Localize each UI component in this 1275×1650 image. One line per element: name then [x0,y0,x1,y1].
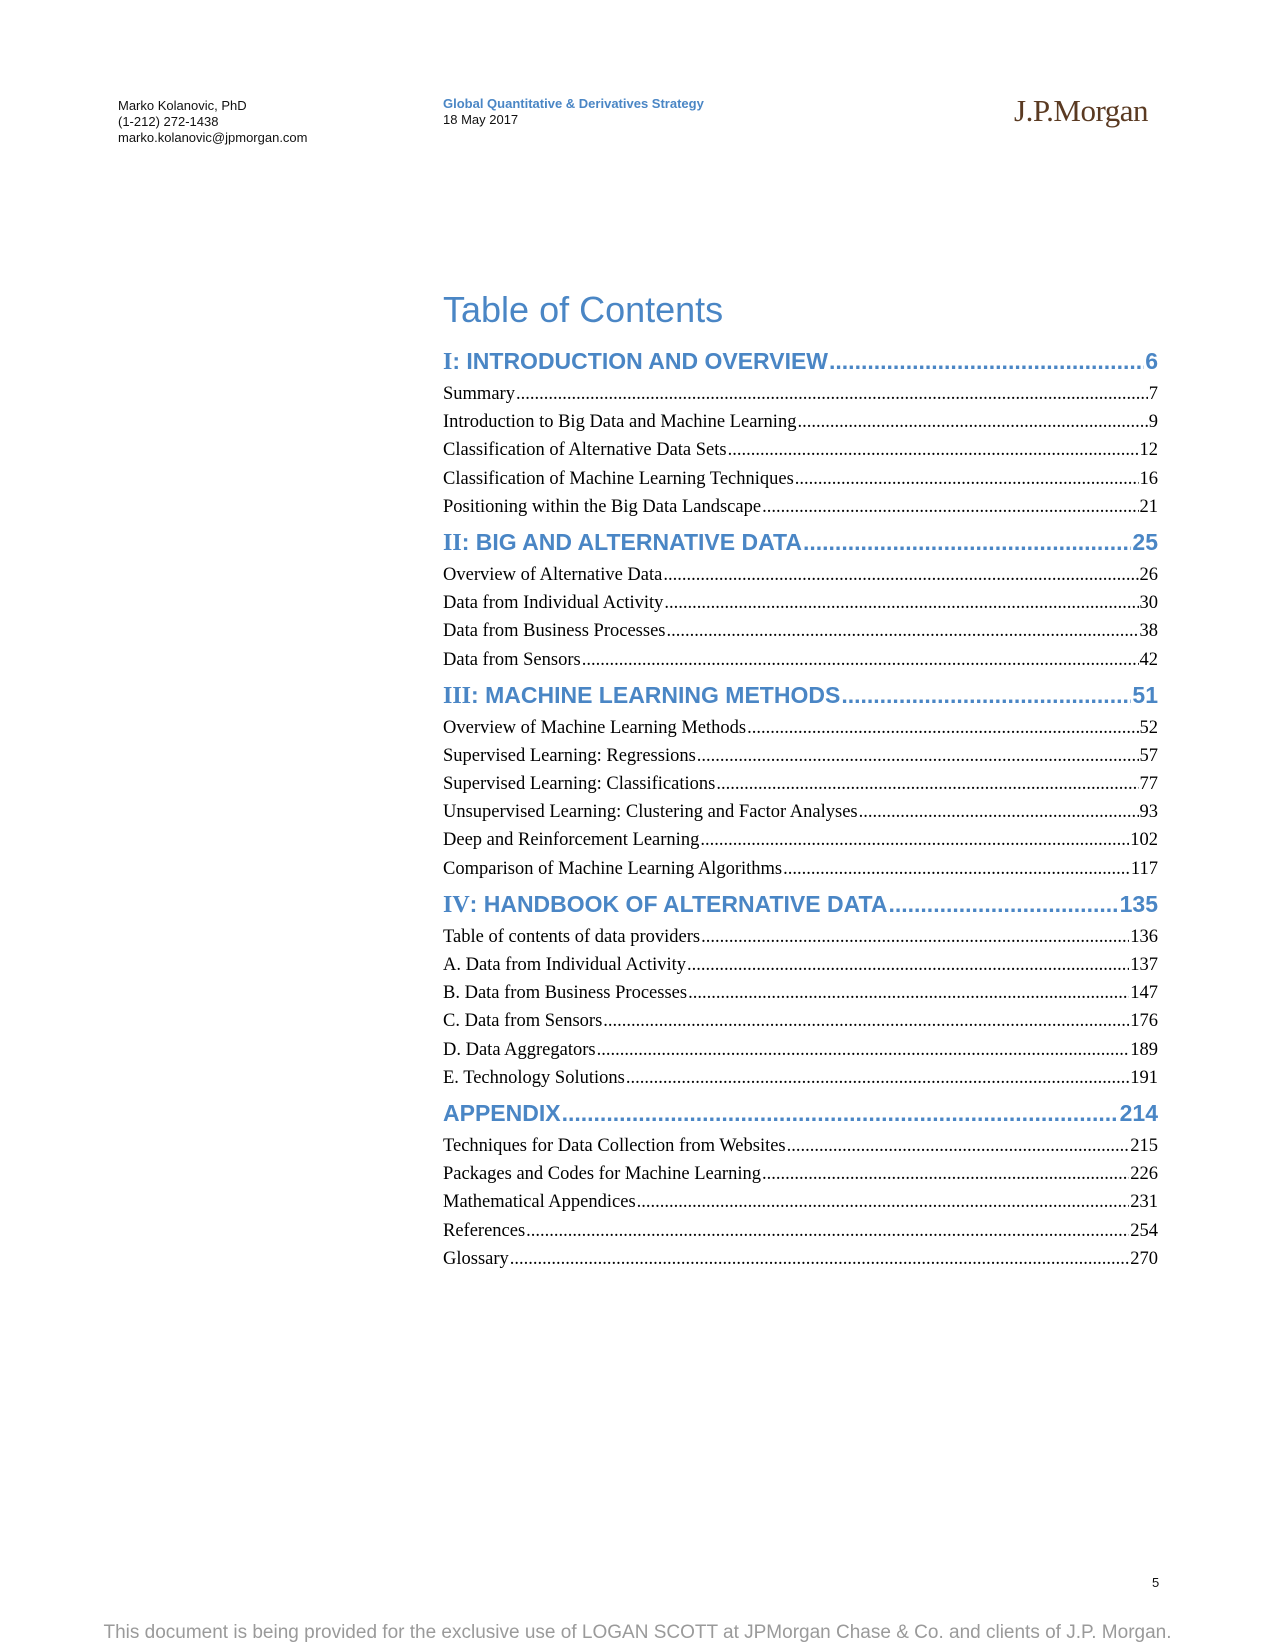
toc-entry-list [443,714,1158,883]
dot-leader [562,1096,1119,1130]
dot-leader [797,408,1147,436]
toc-entry[interactable] [443,1217,1158,1245]
dot-leader [697,742,1139,770]
toc-section-heading[interactable] [443,887,1158,921]
toc-title: Table of Contents [443,289,724,330]
entry-page-number: 38 [1139,621,1158,642]
dot-leader [582,646,1139,674]
entry-title: Data from Business Processes [443,621,666,642]
toc-entry[interactable] [443,646,1158,674]
entry-title: Packages and Codes for Machine Learning [443,1164,761,1185]
report-date: 18 May 2017 [443,112,519,127]
toc-entry[interactable] [443,1245,1158,1273]
entry-title: References [443,1220,526,1241]
entry-title: Mathematical Appendices [443,1192,636,1213]
entry-page-number: 254 [1130,1220,1158,1241]
toc-entry[interactable] [443,589,1158,617]
dot-leader [859,798,1139,826]
dot-leader [637,1188,1130,1216]
dot-leader [688,979,1129,1007]
entry-title: Classification of Alternative Data Sets [443,440,727,461]
entry-page-number: 12 [1139,440,1158,461]
toc-entry[interactable] [443,1160,1158,1188]
dot-leader [762,493,1138,521]
section-numeral: IV [443,891,470,918]
dot-leader [795,465,1139,493]
dot-leader [663,561,1138,589]
dot-leader [687,951,1129,979]
entry-title: Comparison of Machine Learning Algorithms [443,858,783,879]
entry-title: E. Technology Solutions [443,1067,625,1088]
entry-title: Deep and Reinforcement Learning [443,830,700,851]
entry-title: Overview of Alternative Data [443,564,663,585]
entry-title: B. Data from Business Processes [443,983,688,1004]
entry-page-number: 176 [1130,1011,1158,1032]
toc-section-heading[interactable] [443,678,1158,712]
toc-section-heading[interactable] [443,1096,1158,1130]
entry-page-number: 191 [1130,1067,1158,1088]
toc-entry-list [443,923,1158,1092]
entry-title: Supervised Learning: Classifications [443,774,716,795]
toc-entry[interactable] [443,436,1158,464]
section-title: : HANDBOOK OF ALTERNATIVE DATA [469,890,888,917]
section-page-number: 25 [1132,528,1158,555]
section-page-number: 135 [1119,890,1158,917]
entry-page-number: 93 [1139,802,1158,823]
author-name: Marko Kolanovic, PhD [118,98,247,113]
entry-title: Table of contents of data providers [443,926,701,947]
toc-entry[interactable] [443,1188,1158,1216]
section-title: APPENDIX [443,1099,561,1126]
entry-page-number: 147 [1130,983,1158,1004]
toc-entry[interactable] [443,855,1158,883]
toc-entry[interactable] [443,979,1158,1007]
section-numeral: I [443,349,453,375]
toc-entry-list [443,1132,1158,1273]
entry-page-number: 189 [1130,1039,1158,1060]
dot-leader [666,617,1138,645]
section-numeral: II [443,529,462,556]
dot-leader [841,678,1131,712]
dot-leader [829,344,1144,378]
entry-page-number: 16 [1139,468,1158,489]
jpmorgan-logo: J.P.Morgan [1014,93,1148,128]
toc-entry[interactable] [443,380,1158,408]
toc-entry[interactable] [443,465,1158,493]
entry-title: Classification of Machine Learning Techniques [443,468,794,489]
author-block [118,98,308,146]
toc-section-heading[interactable] [443,344,1158,378]
footer-disclaimer: This document is being provided for the exclusive use of LOGAN SCOTT at JPMorgan Chase & Co. and clients of J.P. Morgan. [103,1622,1172,1643]
dot-leader [888,887,1118,921]
section-title: : BIG AND ALTERNATIVE DATA [461,528,802,555]
toc-section-heading[interactable] [443,525,1158,559]
entry-title: Data from Sensors [443,649,581,670]
dot-leader [664,589,1138,617]
entry-title: Glossary [443,1248,509,1269]
dot-leader [803,525,1131,559]
entry-title: D. Data Aggregators [443,1039,596,1060]
toc-entry[interactable] [443,826,1158,854]
section-page-number: 6 [1145,348,1158,374]
table-of-contents [443,286,1158,1277]
entry-page-number: 215 [1130,1135,1158,1156]
page-number: 5 [1152,1575,1160,1590]
entry-page-number: 226 [1130,1164,1158,1185]
entry-page-number: 52 [1139,717,1158,738]
toc-entry[interactable] [443,561,1158,589]
toc-entry[interactable] [443,742,1158,770]
dot-leader [701,923,1129,951]
dot-leader [510,1245,1129,1273]
entry-title: Data from Individual Activity [443,593,664,614]
section-title: : MACHINE LEARNING METHODS [471,681,841,708]
entry-title: C. Data from Sensors [443,1011,603,1032]
dot-leader [603,1007,1129,1035]
dot-leader [787,1132,1130,1160]
dot-leader [516,380,1148,408]
entry-page-number: 117 [1130,858,1158,879]
entry-page-number: 26 [1139,564,1158,585]
toc-entry[interactable] [443,951,1158,979]
toc-entry[interactable] [443,493,1158,521]
entry-page-number: 21 [1139,496,1158,517]
entry-page-number: 270 [1130,1248,1158,1269]
entry-title: A. Data from Individual Activity [443,955,687,975]
dot-leader [716,770,1138,798]
dot-leader [526,1217,1129,1245]
entry-page-number: 136 [1130,926,1158,947]
toc-entry[interactable] [443,923,1158,951]
entry-page-number: 57 [1139,745,1158,766]
entry-page-number: 42 [1139,649,1158,670]
author-phone: (1-212) 272-1438 [118,114,219,129]
section-numeral: III [443,682,472,709]
entry-title: Supervised Learning: Regressions [443,745,696,766]
entry-page-number: 102 [1130,830,1158,851]
dot-leader [747,714,1138,742]
toc-entry[interactable] [443,408,1158,436]
toc-entry-list [443,561,1158,674]
section-page-number: 51 [1132,681,1158,708]
toc-entry[interactable] [443,770,1158,798]
entry-page-number: 30 [1139,593,1158,614]
entry-page-number: 231 [1130,1192,1158,1213]
entry-page-number: 77 [1139,774,1158,795]
dot-leader [700,826,1129,854]
entry-title: Introduction to Big Data and Machine Learning [443,412,797,433]
header-center [443,96,704,128]
toc-entry[interactable] [443,798,1158,826]
strategy-label: Global Quantitative & Derivatives Strategy [443,96,704,111]
dot-leader [783,855,1130,883]
entry-page-number: 9 [1148,412,1158,433]
toc-entry-list [443,380,1158,521]
section-title: : INTRODUCTION AND OVERVIEW [452,348,829,374]
toc-entry[interactable] [443,714,1158,742]
toc-entry[interactable] [443,1007,1158,1035]
entry-title: Positioning within the Big Data Landscape [443,496,762,517]
entry-title: Overview of Machine Learning Methods [443,717,747,738]
toc-entry[interactable] [443,617,1158,645]
toc-entry[interactable] [443,1064,1158,1092]
entry-title: Summary [443,384,515,404]
author-email[interactable]: marko.kolanovic@jpmorgan.com [118,130,308,145]
toc-list [443,344,1158,1273]
toc-entry[interactable] [443,1036,1158,1064]
toc-entry[interactable] [443,1132,1158,1160]
dot-leader [597,1036,1130,1064]
entry-page-number: 137 [1130,955,1158,975]
entry-title: Unsupervised Learning: Clustering and Factor Analyses [443,802,858,823]
dot-leader [728,436,1139,464]
dot-leader [762,1160,1129,1188]
dot-leader [626,1064,1129,1092]
entry-page-number: 7 [1148,384,1158,404]
section-page-number: 214 [1119,1099,1158,1126]
entry-title: Techniques for Data Collection from Websites [443,1135,786,1156]
